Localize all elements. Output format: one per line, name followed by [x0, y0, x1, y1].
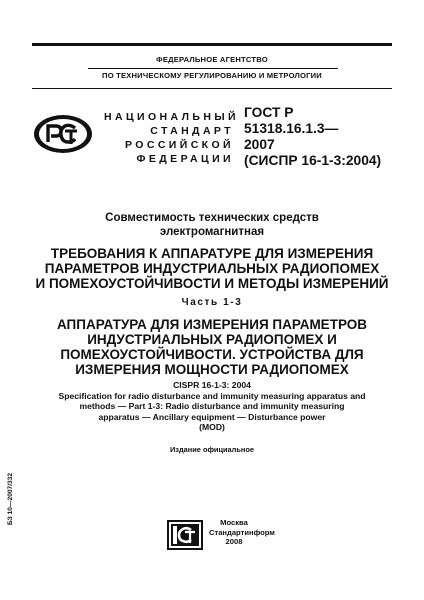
- main-title-line: И ПОМЕХОУСТОЙЧИВОСТИ И МЕТОДЫ ИЗМЕРЕНИЙ: [35, 276, 389, 291]
- english-line: (MOD): [199, 422, 225, 432]
- part-title: [0, 317, 424, 377]
- part-title-line: ИНДУСТРИАЛЬНЫХ РАДИОПОМЕХ И: [87, 332, 337, 347]
- gost-designation: [244, 105, 404, 169]
- part-title-line: ИЗМЕРЕНИЯ МОЩНОСТИ РАДИОПОМЕХ: [75, 362, 349, 377]
- national-line: РОССИЙСКОЙ: [125, 139, 234, 151]
- national-line: НАЦИОНАЛЬНЫЙ: [104, 111, 239, 123]
- english-title-block: [40, 380, 384, 433]
- title-line: Совместимость технических средств: [105, 212, 319, 224]
- gost-line: 51318.16.1.3—: [244, 121, 339, 136]
- publisher-line: Москва: [220, 518, 248, 527]
- standartinform-logo-icon: [167, 520, 203, 550]
- agency-divider: [88, 68, 338, 69]
- national-line: ФЕДЕРАЦИИ: [136, 153, 234, 165]
- publisher-line: 2008: [225, 537, 243, 546]
- english-line: CISPR 16-1-3: 2004: [173, 380, 251, 390]
- document-main-title: [0, 246, 424, 291]
- english-line: apparatus — Ancillary equipment — Disturbance power: [98, 411, 326, 422]
- national-standard-label: [104, 110, 239, 166]
- part-label: Часть 1-3: [181, 297, 243, 308]
- publisher-line: Стандартинформ: [209, 527, 275, 537]
- side-registration-note: БЗ 10—2007/332: [7, 472, 14, 525]
- gost-line: ГОСТ Р: [244, 105, 294, 120]
- header-bottom-rule: [32, 88, 392, 89]
- part-title-line: ПОМЕХОУСТОЙЧИВОСТИ. УСТРОЙСТВА ДЛЯ: [60, 347, 364, 362]
- rst-certification-logo-icon: [33, 114, 93, 154]
- publisher-imprint: [209, 518, 275, 547]
- top-rule: [32, 43, 392, 46]
- edition-note: Издание официальное: [169, 445, 254, 454]
- english-line: Specification for radio disturbance and immunity measuring apparatus and: [58, 390, 366, 401]
- main-title-line: ТРЕБОВАНИЯ К АППАРАТУРЕ ДЛЯ ИЗМЕРЕНИЯ: [50, 246, 374, 261]
- english-line: methods — Part 1-3: Radio disturbance and immunity measuring: [79, 401, 345, 411]
- national-line: СТАНДАРТ: [150, 125, 234, 137]
- part-title-line: АППАРАТУРА ДЛЯ ИЗМЕРЕНИЯ ПАРАМЕТРОВ: [56, 317, 368, 332]
- title-line: электромагнитная: [159, 226, 265, 238]
- agency-line-2: ПО ТЕХНИЧЕСКОМУ РЕГУЛИРОВАНИЮ И МЕТРОЛОГИИ: [102, 71, 322, 80]
- main-title-line: ПАРАМЕТРОВ ИНДУСТРИАЛЬНЫХ РАДИОПОМЕХ: [44, 261, 380, 276]
- gost-line: (СИСПР 16-1-3:2004): [244, 153, 382, 168]
- document-title-intro: [0, 211, 424, 239]
- agency-line-1: ФЕДЕРАЛЬНОЕ АГЕНТСТВО: [156, 55, 268, 64]
- gost-line: 2007: [244, 137, 275, 152]
